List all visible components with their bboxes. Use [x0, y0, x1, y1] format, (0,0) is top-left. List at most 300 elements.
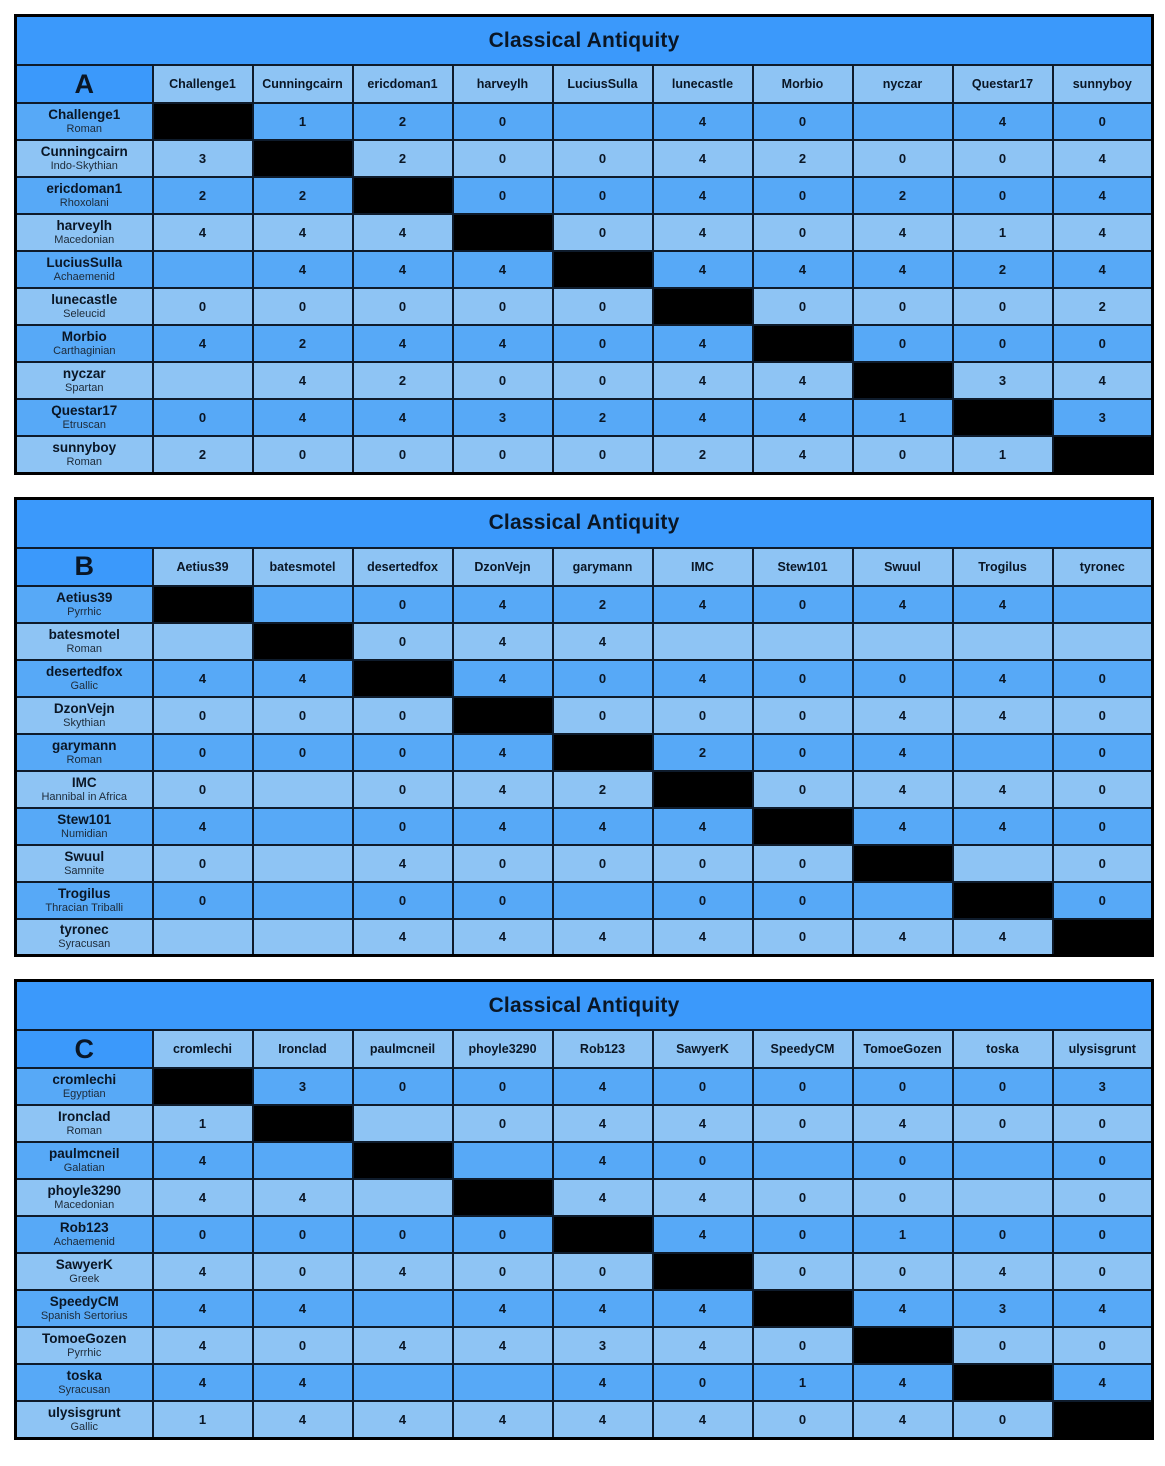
player-faction: Samnite [64, 864, 105, 877]
self-match-cell [453, 214, 553, 251]
player-name: IMC [71, 774, 97, 790]
score-cell: 4 [653, 214, 753, 251]
player-faction: Indo-Skythian [50, 160, 118, 172]
score-cell: 0 [953, 1068, 1053, 1105]
empty-score-cell [753, 1142, 853, 1179]
score-cell: 0 [353, 771, 453, 808]
player-cell [16, 399, 153, 436]
empty-score-cell [253, 1142, 353, 1179]
score-cell: 4 [353, 214, 453, 251]
player-name: Cunningcairn [40, 144, 128, 159]
player-faction: Achaemenid [53, 1236, 115, 1248]
self-match-cell [253, 1105, 353, 1142]
player-cell [16, 771, 153, 808]
player-name: lunecastle [51, 292, 118, 307]
player-row [16, 214, 1153, 251]
score-cell: 3 [953, 1290, 1053, 1327]
score-cell: 4 [853, 1105, 953, 1142]
score-cell: 4 [453, 251, 553, 288]
header-row [16, 1030, 1153, 1068]
score-cell: 4 [653, 251, 753, 288]
score-cell: 0 [153, 845, 253, 882]
player-cell [16, 1142, 153, 1179]
score-cell: 0 [653, 1068, 753, 1105]
player-name: ericdoman1 [46, 181, 123, 196]
player-name: Aetius39 [56, 589, 113, 605]
player-name: garymann [51, 737, 117, 753]
score-cell: 4 [553, 808, 653, 845]
player-faction: Rhoxolani [59, 197, 109, 209]
score-cell: 0 [953, 325, 1053, 362]
score-cell: 0 [353, 697, 453, 734]
player-row [16, 734, 1153, 771]
score-cell: 0 [953, 1327, 1053, 1364]
score-cell: 4 [653, 1401, 753, 1438]
table-title: Classical Antiquity [16, 16, 1153, 66]
player-cell [16, 845, 153, 882]
score-cell: 4 [753, 251, 853, 288]
score-cell: 4 [153, 1142, 253, 1179]
player-row [16, 771, 1153, 808]
player-cell [16, 1216, 153, 1253]
score-cell: 4 [353, 1253, 453, 1290]
score-cell: 4 [153, 1364, 253, 1401]
score-cell: 0 [153, 288, 253, 325]
player-cell [16, 882, 153, 919]
score-cell: 0 [653, 845, 753, 882]
score-cell: 0 [153, 1216, 253, 1253]
score-cell: 4 [353, 1401, 453, 1438]
group-label: C [16, 1030, 153, 1068]
empty-score-cell [953, 1179, 1053, 1216]
player-name: LuciusSulla [46, 255, 123, 270]
empty-score-cell [253, 808, 353, 845]
player-cell [16, 623, 153, 660]
empty-score-cell [1053, 586, 1153, 623]
column-header: lunecastle [653, 65, 753, 103]
score-cell: 4 [553, 919, 653, 956]
score-cell: 0 [953, 140, 1053, 177]
column-header: Challenge1 [153, 65, 253, 103]
score-cell: 4 [753, 362, 853, 399]
score-cell: 2 [853, 177, 953, 214]
player-row [16, 1327, 1153, 1364]
column-header: SpeedyCM [753, 1030, 853, 1068]
score-cell: 0 [853, 288, 953, 325]
column-header: LuciusSulla [553, 65, 653, 103]
player-name: desertedfox [45, 663, 123, 679]
player-row [16, 845, 1153, 882]
column-header: Morbio [753, 65, 853, 103]
player-cell [16, 919, 153, 956]
empty-score-cell [153, 623, 253, 660]
score-cell: 0 [753, 288, 853, 325]
score-cell: 0 [953, 1105, 1053, 1142]
score-cell: 4 [953, 1253, 1053, 1290]
player-name: Rob123 [59, 1220, 109, 1235]
empty-score-cell [253, 586, 353, 623]
score-cell: 0 [953, 1401, 1053, 1438]
score-cell: 4 [253, 399, 353, 436]
player-faction: Roman [66, 753, 102, 766]
score-cell: 1 [953, 214, 1053, 251]
score-cell: 4 [853, 1401, 953, 1438]
score-cell: 4 [653, 808, 753, 845]
column-header: Swuul [853, 548, 953, 586]
player-row [16, 251, 1153, 288]
score-cell: 4 [153, 1253, 253, 1290]
score-cell: 2 [953, 251, 1053, 288]
empty-score-cell [153, 919, 253, 956]
self-match-cell [453, 697, 553, 734]
score-cell: 0 [153, 771, 253, 808]
score-cell: 0 [1053, 1179, 1153, 1216]
empty-score-cell [753, 623, 853, 660]
player-row [16, 808, 1153, 845]
score-cell: 4 [253, 251, 353, 288]
score-cell: 0 [753, 103, 853, 140]
title-row [16, 981, 1153, 1031]
score-cell: 0 [553, 140, 653, 177]
score-cell: 0 [153, 697, 253, 734]
self-match-cell [753, 808, 853, 845]
player-row [16, 1290, 1153, 1327]
score-cell: 0 [453, 1105, 553, 1142]
score-cell: 0 [953, 177, 1053, 214]
empty-score-cell [853, 882, 953, 919]
self-match-cell [453, 1179, 553, 1216]
player-cell [16, 325, 153, 362]
score-cell: 0 [853, 325, 953, 362]
score-cell: 2 [1053, 288, 1153, 325]
score-cell: 0 [1053, 845, 1153, 882]
score-cell: 0 [1053, 325, 1153, 362]
score-cell: 4 [553, 623, 653, 660]
score-cell: 4 [1053, 177, 1153, 214]
self-match-cell [553, 734, 653, 771]
column-header: cromlechi [153, 1030, 253, 1068]
player-cell [16, 140, 153, 177]
score-cell: 0 [753, 660, 853, 697]
score-cell: 4 [453, 586, 553, 623]
score-cell: 0 [1053, 103, 1153, 140]
player-name: SawyerK [55, 1257, 113, 1272]
column-header: toska [953, 1030, 1053, 1068]
player-row [16, 882, 1153, 919]
score-cell: 4 [553, 1179, 653, 1216]
score-cell: 0 [453, 362, 553, 399]
score-cell: 0 [553, 362, 653, 399]
player-row [16, 288, 1153, 325]
score-cell: 1 [153, 1401, 253, 1438]
score-cell: 1 [853, 1216, 953, 1253]
player-row [16, 586, 1153, 623]
score-cell: 0 [253, 697, 353, 734]
player-row [16, 1216, 1153, 1253]
score-cell: 1 [953, 436, 1053, 473]
score-cell: 4 [953, 808, 1053, 845]
player-faction: Seleucid [63, 308, 106, 320]
score-cell: 2 [253, 325, 353, 362]
score-cell: 0 [753, 919, 853, 956]
score-cell: 4 [1053, 140, 1153, 177]
player-cell [16, 1179, 153, 1216]
player-faction: Hannibal in Africa [41, 790, 128, 803]
score-cell: 4 [653, 1105, 753, 1142]
score-cell: 4 [1053, 251, 1153, 288]
score-cell: 4 [553, 1068, 653, 1105]
self-match-cell [353, 1142, 453, 1179]
score-cell: 0 [653, 1364, 753, 1401]
score-cell: 4 [653, 103, 753, 140]
empty-score-cell [153, 362, 253, 399]
score-cell: 0 [1053, 697, 1153, 734]
score-cell: 0 [153, 734, 253, 771]
player-name: harveylh [56, 218, 113, 233]
score-cell: 0 [653, 882, 753, 919]
score-cell: 4 [553, 1142, 653, 1179]
score-cell: 4 [453, 1290, 553, 1327]
score-cell: 0 [353, 808, 453, 845]
player-faction: Macedonian [54, 1199, 115, 1211]
player-faction: Skythian [63, 716, 106, 729]
score-cell: 0 [553, 177, 653, 214]
score-cell: 4 [653, 660, 753, 697]
score-cell: 0 [653, 1142, 753, 1179]
score-cell: 4 [553, 1105, 653, 1142]
player-cell [16, 1401, 153, 1438]
empty-score-cell [953, 1142, 1053, 1179]
player-cell [16, 808, 153, 845]
score-cell: 0 [1053, 1253, 1153, 1290]
score-cell: 0 [453, 436, 553, 473]
score-cell: 4 [653, 1327, 753, 1364]
player-faction: Gallic [70, 1420, 98, 1433]
score-cell: 4 [153, 808, 253, 845]
player-name: DzonVejn [53, 700, 115, 716]
player-cell [16, 1105, 153, 1142]
score-cell: 0 [453, 1068, 553, 1105]
player-faction: Etruscan [62, 419, 106, 431]
player-cell [16, 214, 153, 251]
player-name: paulmcneil [48, 1146, 120, 1161]
self-match-cell [853, 1327, 953, 1364]
column-header: garymann [553, 548, 653, 586]
self-match-cell [953, 882, 1053, 919]
player-faction: Roman [66, 123, 102, 135]
player-faction: Achaemenid [53, 271, 115, 283]
score-cell: 4 [853, 734, 953, 771]
score-cell: 4 [953, 586, 1053, 623]
score-cell: 4 [1053, 1364, 1153, 1401]
score-cell: 2 [353, 362, 453, 399]
title-row [16, 498, 1153, 548]
player-faction: Carthaginian [53, 345, 116, 357]
score-cell: 4 [253, 362, 353, 399]
score-cell: 4 [653, 1179, 753, 1216]
score-cell: 0 [353, 436, 453, 473]
empty-score-cell [353, 1290, 453, 1327]
player-name: Stew101 [57, 811, 112, 827]
score-cell: 0 [253, 1253, 353, 1290]
score-cell: 4 [853, 586, 953, 623]
player-row [16, 362, 1153, 399]
score-cell: 4 [553, 1401, 653, 1438]
column-header: ericdoman1 [353, 65, 453, 103]
column-header: TomoeGozen [853, 1030, 953, 1068]
self-match-cell [553, 1216, 653, 1253]
score-cell: 0 [853, 1142, 953, 1179]
score-cell: 0 [1053, 808, 1153, 845]
column-header: Aetius39 [153, 548, 253, 586]
score-cell: 3 [453, 399, 553, 436]
player-faction: Roman [66, 455, 102, 468]
score-cell: 0 [453, 882, 553, 919]
score-cell: 4 [153, 660, 253, 697]
score-cell: 1 [153, 1105, 253, 1142]
player-row [16, 140, 1153, 177]
empty-score-cell [453, 1142, 553, 1179]
player-row [16, 177, 1153, 214]
score-cell: 0 [353, 882, 453, 919]
empty-score-cell [253, 771, 353, 808]
player-row [16, 1401, 1153, 1438]
player-faction: Syracusan [58, 1384, 111, 1396]
score-cell: 0 [353, 623, 453, 660]
score-cell: 4 [653, 362, 753, 399]
score-cell: 0 [1053, 1327, 1153, 1364]
player-row [16, 1105, 1153, 1142]
score-cell: 2 [353, 103, 453, 140]
self-match-cell [853, 845, 953, 882]
column-header: Questar17 [953, 65, 1053, 103]
player-row [16, 1253, 1153, 1290]
score-cell: 0 [253, 288, 353, 325]
score-cell: 4 [353, 325, 453, 362]
score-cell: 3 [153, 140, 253, 177]
score-cell: 0 [153, 399, 253, 436]
score-cell: 4 [153, 325, 253, 362]
score-cell: 4 [553, 1364, 653, 1401]
self-match-cell [653, 771, 753, 808]
self-match-cell [653, 1253, 753, 1290]
score-cell: 4 [453, 734, 553, 771]
score-cell: 0 [553, 660, 653, 697]
score-cell: 4 [153, 214, 253, 251]
player-row [16, 1179, 1153, 1216]
score-cell: 0 [453, 1216, 553, 1253]
score-cell: 4 [1053, 1290, 1153, 1327]
score-cell: 3 [553, 1327, 653, 1364]
header-row [16, 548, 1153, 586]
self-match-cell [753, 325, 853, 362]
score-cell: 0 [353, 1216, 453, 1253]
score-cell: 4 [653, 399, 753, 436]
empty-score-cell [853, 103, 953, 140]
score-cell: 4 [253, 1290, 353, 1327]
player-row [16, 325, 1153, 362]
score-cell: 0 [753, 1401, 853, 1438]
empty-score-cell [153, 251, 253, 288]
score-cell: 3 [953, 362, 1053, 399]
empty-score-cell [653, 623, 753, 660]
column-header: Rob123 [553, 1030, 653, 1068]
player-row [16, 436, 1153, 473]
player-name: batesmotel [48, 626, 120, 642]
score-cell: 0 [753, 771, 853, 808]
score-cell: 0 [1053, 1216, 1153, 1253]
self-match-cell [253, 140, 353, 177]
player-faction: Syracusan [58, 938, 111, 951]
player-cell [16, 288, 153, 325]
score-cell: 4 [653, 140, 753, 177]
empty-score-cell [353, 1364, 453, 1401]
player-cell [16, 586, 153, 623]
score-cell: 0 [1053, 771, 1153, 808]
score-cell: 1 [753, 1364, 853, 1401]
score-cell: 0 [953, 1216, 1053, 1253]
empty-score-cell [353, 1105, 453, 1142]
player-row [16, 919, 1153, 956]
score-cell: 0 [253, 734, 353, 771]
score-cell: 4 [953, 771, 1053, 808]
player-faction: Thracian Triballi [45, 901, 124, 914]
score-cell: 0 [253, 1327, 353, 1364]
score-cell: 0 [453, 103, 553, 140]
self-match-cell [153, 103, 253, 140]
score-cell: 4 [853, 1364, 953, 1401]
self-match-cell [153, 586, 253, 623]
self-match-cell [953, 399, 1053, 436]
player-faction: Egyptian [62, 1088, 106, 1100]
player-name: SpeedyCM [49, 1294, 119, 1309]
score-cell: 0 [253, 436, 353, 473]
score-cell: 4 [453, 808, 553, 845]
score-cell: 2 [153, 436, 253, 473]
group-label: A [16, 65, 153, 103]
score-cell: 4 [953, 697, 1053, 734]
score-cell: 4 [853, 1290, 953, 1327]
score-cell: 0 [453, 1253, 553, 1290]
score-cell: 0 [753, 177, 853, 214]
player-row [16, 1068, 1153, 1105]
score-cell: 0 [753, 214, 853, 251]
score-cell: 0 [553, 436, 653, 473]
score-cell: 0 [753, 882, 853, 919]
score-cell: 2 [553, 399, 653, 436]
score-cell: 4 [853, 697, 953, 734]
player-cell [16, 1068, 153, 1105]
player-name: nyczar [62, 366, 106, 381]
score-cell: 0 [853, 436, 953, 473]
score-cell: 2 [553, 771, 653, 808]
player-name: sunnyboy [52, 439, 117, 455]
score-cell: 4 [253, 1364, 353, 1401]
score-cell: 0 [853, 660, 953, 697]
player-faction: Greek [69, 1273, 100, 1285]
score-cell: 0 [753, 845, 853, 882]
player-cell [16, 660, 153, 697]
player-name: cromlechi [52, 1072, 117, 1087]
score-cell: 0 [853, 1068, 953, 1105]
score-cell: 4 [153, 1290, 253, 1327]
player-name: toska [66, 1368, 102, 1383]
score-cell: 4 [953, 103, 1053, 140]
self-match-cell [1053, 1401, 1153, 1438]
score-cell: 4 [353, 251, 453, 288]
score-cell: 2 [253, 177, 353, 214]
table-title: Classical Antiquity [16, 981, 1153, 1031]
